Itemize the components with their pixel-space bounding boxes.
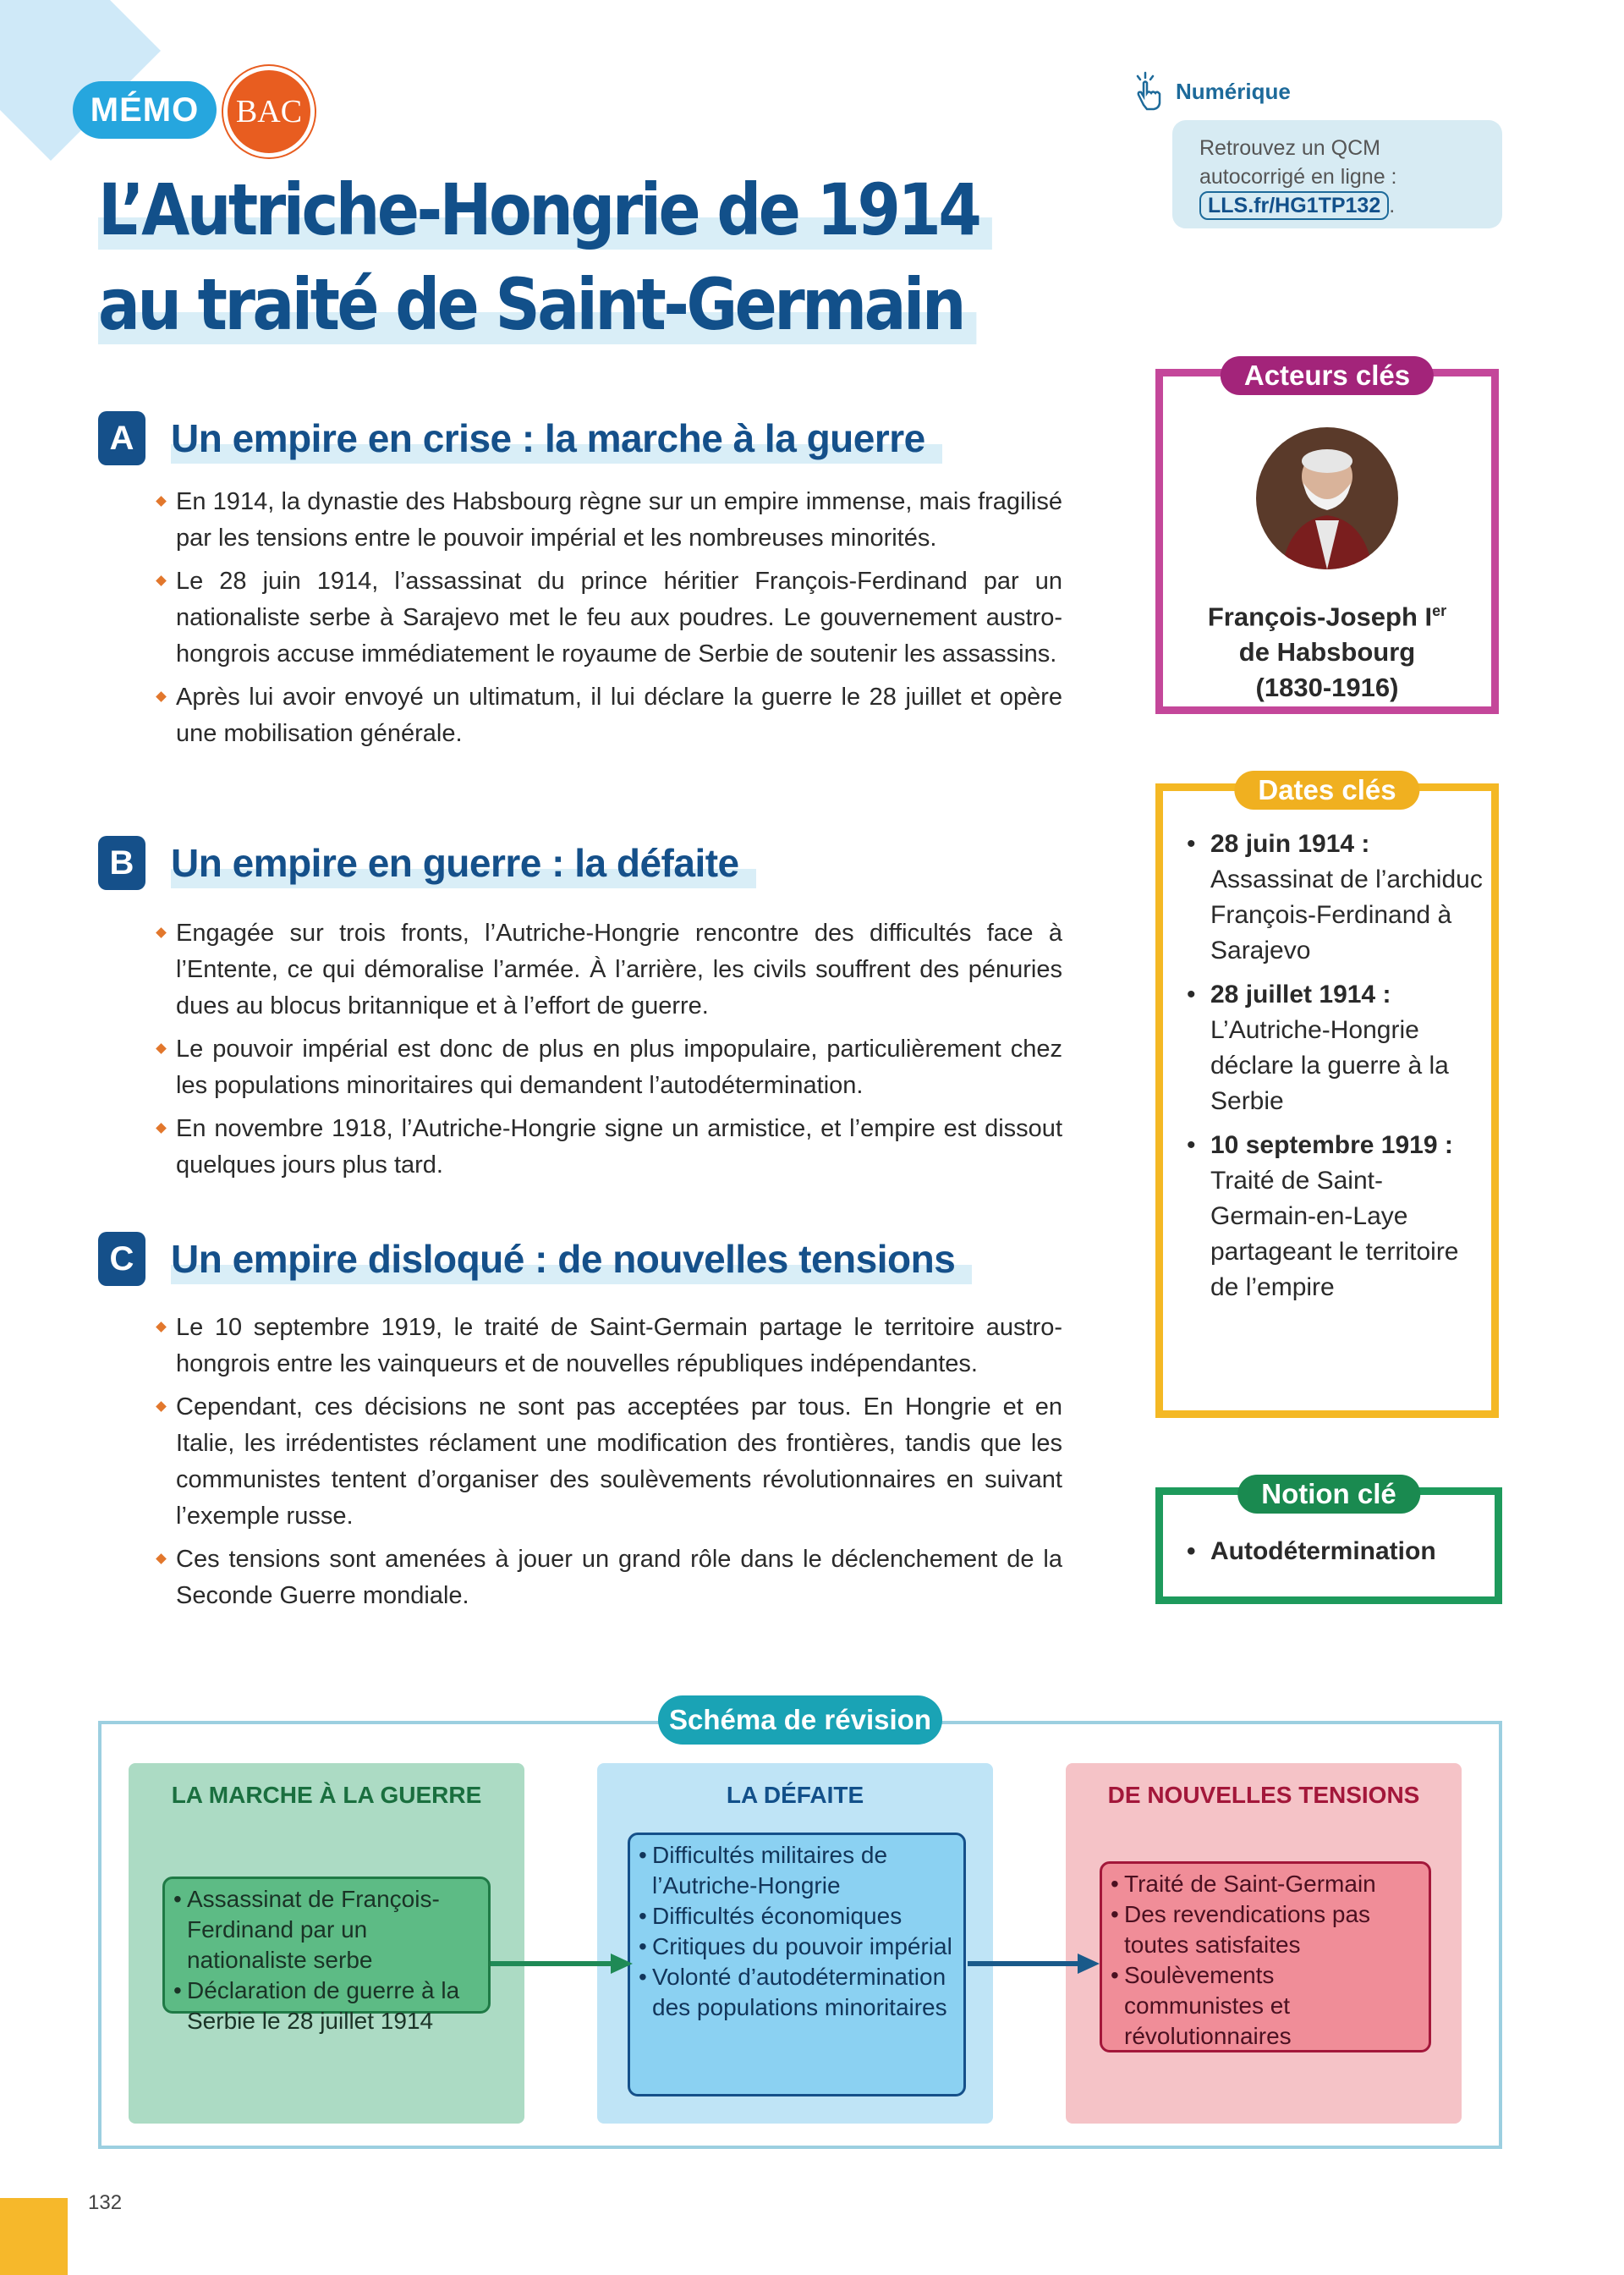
section-b-title: Un empire en guerre : la défaite	[171, 838, 756, 888]
list-item: • Déclaration de guerre à la Serbie le 28 juillet 1914	[173, 1976, 478, 2036]
schema-box-tensions	[1100, 1861, 1431, 2052]
numerique-link[interactable]: LLS.fr/HG1TP132	[1199, 191, 1389, 220]
touch-icon	[1133, 71, 1171, 112]
section-c-title: Un empire disloqué : de nouvelles tensions	[171, 1234, 972, 1284]
section-b-bullets	[156, 915, 1062, 1190]
actor-name-sup: er	[1432, 602, 1447, 619]
list-item: • Assassinat de François-Ferdinand par un nationaliste serbe	[173, 1884, 478, 1976]
page-tab	[0, 2198, 68, 2275]
arrow-right-icon	[968, 1951, 1103, 1976]
schema-box-guerre	[162, 1877, 491, 2034]
portrait-image	[1256, 427, 1398, 569]
date-label: 10 septembre 1919 :	[1210, 1131, 1453, 1159]
numerique-link-period: .	[1389, 194, 1396, 217]
list-item: • Soulèvements communistes et révolutionnaires	[1111, 1960, 1418, 2052]
list-item	[1180, 827, 1484, 969]
dates-box	[1155, 774, 1499, 1418]
schema-box-defaite	[628, 1833, 966, 2096]
list-item: • Des revendications pas toutes satisfaites	[1111, 1899, 1418, 1960]
acteurs-label: Acteurs clés	[1221, 356, 1434, 395]
page-title-line-1: L’Autriche-Hongrie de 1914	[98, 162, 992, 257]
notion-box	[1155, 1478, 1502, 1604]
memo-badge: MÉMO	[73, 81, 217, 139]
list-item: • Difficultés militaires de l’Autriche-Hongrie	[639, 1840, 953, 1901]
section-a-bullets	[156, 484, 1062, 759]
page-title	[98, 162, 979, 352]
list-item	[1180, 977, 1484, 1119]
dates-list	[1180, 827, 1484, 1305]
notion-list	[1180, 1534, 1488, 1569]
schema-label: Schéma de révision	[658, 1695, 942, 1745]
page-title-line-2: au traité de Saint-Germain	[98, 257, 977, 352]
schema-column-defaite	[597, 1763, 993, 2124]
numerique-label: Numérique	[1176, 78, 1291, 104]
list-item: Le 28 juin 1914, l’assassinat du prince héritier François-Ferdinand par un nationaliste serbe à Sarajevo met le feu aux poudres. Le gouvernement austro-hongrois accuse immédiatement le royaume de Serbie de soutenir les assassins.	[156, 563, 1062, 673]
actor-name-line-1: François-Joseph I	[1207, 602, 1433, 632]
list-item: En novembre 1918, l’Autriche-Hongrie signe un armistice, et l’empire est dissout quelques jours plus tard.	[156, 1111, 1062, 1184]
numerique-header	[1133, 71, 1291, 112]
list-item: Ces tensions sont amenées à jouer un grand rôle dans le déclenchement de la Seconde Guerre mondiale.	[156, 1541, 1062, 1614]
numerique-text-line-1: Retrouvez un QCM	[1199, 136, 1380, 160]
list-item: • Critiques du pouvoir impérial	[639, 1932, 953, 1962]
portrait-illustration	[1256, 427, 1398, 569]
schema-column-guerre	[129, 1763, 524, 2124]
actor-name	[1163, 593, 1491, 706]
list-item: Engagée sur trois fronts, l’Autriche-Hongrie rencontre des difficultés face à l’Entente, ce qui démoralise l’armée. À l’arrière, les civils souffrent des pénuries dues au blocus britannique et à l’effort de guerre.	[156, 915, 1062, 1025]
list-item: Le 10 septembre 1919, le traité de Saint-Germain partage le territoire austro-hongrois entre les vainqueurs et de nouvelles républiques indépendantes.	[156, 1310, 1062, 1382]
list-item	[1180, 1128, 1484, 1305]
section-a-title: Un empire en crise : la marche à la guerre	[171, 413, 942, 464]
list-item: Cependant, ces décisions ne sont pas acceptées par tous. En Hongrie et en Italie, les irrédentistes réclament une modification des frontières, tandis que les communistes tentent d’organiser des soulèvements révolutionnaires en suivant l’exemple russe.	[156, 1389, 1062, 1535]
date-label: 28 juillet 1914 :	[1210, 981, 1391, 1008]
acteurs-box	[1155, 360, 1499, 714]
section-b-letter: B	[98, 836, 145, 890]
arrow-right-icon	[491, 1951, 634, 1976]
dates-label: Dates clés	[1234, 771, 1419, 810]
list-item: • Volonté d’autodétermination des populations minoritaires	[639, 1962, 953, 2023]
list-item: Le pouvoir impérial est donc de plus en plus impopulaire, particulièrement chez les populations minoritaires qui demandent l’autodétermination.	[156, 1031, 1062, 1104]
list-item: En 1914, la dynastie des Habsbourg règne sur un empire immense, mais fragilisé par les tensions entre le pouvoir impérial et les nombreuses minorités.	[156, 484, 1062, 557]
date-text: Traité de Saint-Germain-en-Laye partageant le territoire de l’empire	[1210, 1167, 1459, 1301]
numerique-text-line-2: autocorrigé en ligne :	[1199, 165, 1397, 189]
date-text: L’Autriche-Hongrie déclare la guerre à la Serbie	[1210, 1016, 1449, 1115]
actor-name-line-2: de Habsbourg	[1238, 637, 1416, 668]
list-item: • Autodétermination	[1180, 1534, 1488, 1569]
notion-label: Notion clé	[1237, 1475, 1420, 1514]
bac-badge: BAC	[223, 66, 315, 157]
column-title: DE NOUVELLES TENSIONS	[1107, 1782, 1420, 1808]
page-number: 132	[88, 2191, 123, 2214]
section-c-bullets	[156, 1310, 1062, 1621]
actor-name-line-3: (1830-1916)	[1255, 673, 1399, 703]
numerique-text	[1199, 134, 1487, 220]
date-label: 28 juin 1914 :	[1210, 830, 1370, 858]
section-a-letter: A	[98, 411, 145, 465]
section-c-letter: C	[98, 1232, 145, 1286]
schema-column-tensions	[1066, 1763, 1462, 2124]
column-title: LA MARCHE À LA GUERRE	[171, 1782, 482, 1808]
list-item: Après lui avoir envoyé un ultimatum, il lui déclare la guerre le 28 juillet et opère une mobilisation générale.	[156, 679, 1062, 752]
list-item: • Difficultés économiques	[639, 1901, 953, 1932]
date-text: Assassinat de l’archiduc François-Ferdinand à Sarajevo	[1210, 865, 1483, 964]
column-title: LA DÉFAITE	[726, 1782, 864, 1808]
list-item: • Traité de Saint-Germain	[1111, 1869, 1418, 1899]
